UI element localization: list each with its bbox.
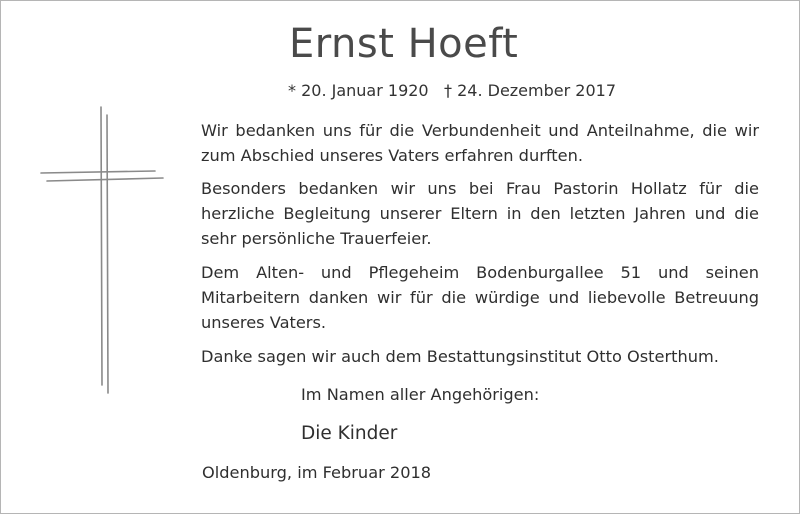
signature: Die Kinder — [301, 423, 398, 444]
birth-date: * 20. Januar 1920 — [288, 81, 429, 100]
thanks-paragraph-2: Besonders bedanken wir uns bei Frau Pastorin Hollatz für die herzliche Begleitung unserer Eltern in den letzten Jahren und die sehr persönliche Trauerfeier. — [201, 179, 759, 248]
death-date: † 24. Dezember 2017 — [444, 81, 616, 100]
signoff-line: Im Namen aller Angehörigen: — [301, 385, 540, 404]
place-and-date: Oldenburg, im Februar 2018 — [202, 463, 432, 482]
thanks-paragraph-4: Danke sagen wir auch dem Bestattungsinstitut Otto Osterthum. — [201, 347, 719, 366]
cross-icon — [37, 101, 167, 401]
deceased-name: Ernst Hoeft — [289, 21, 519, 67]
thanks-paragraph-1: Wir bedanken uns für die Verbundenheit und Anteilnahme, die wir zum Abschied unseres Vaters erfahren durften. — [201, 121, 759, 165]
thanks-paragraph-3: Dem Alten- und Pflegeheim Bodenburgallee 51 und seinen Mitarbeitern danken wir für die würdige und liebevolle Betreuung unseres Vaters. — [201, 263, 759, 332]
